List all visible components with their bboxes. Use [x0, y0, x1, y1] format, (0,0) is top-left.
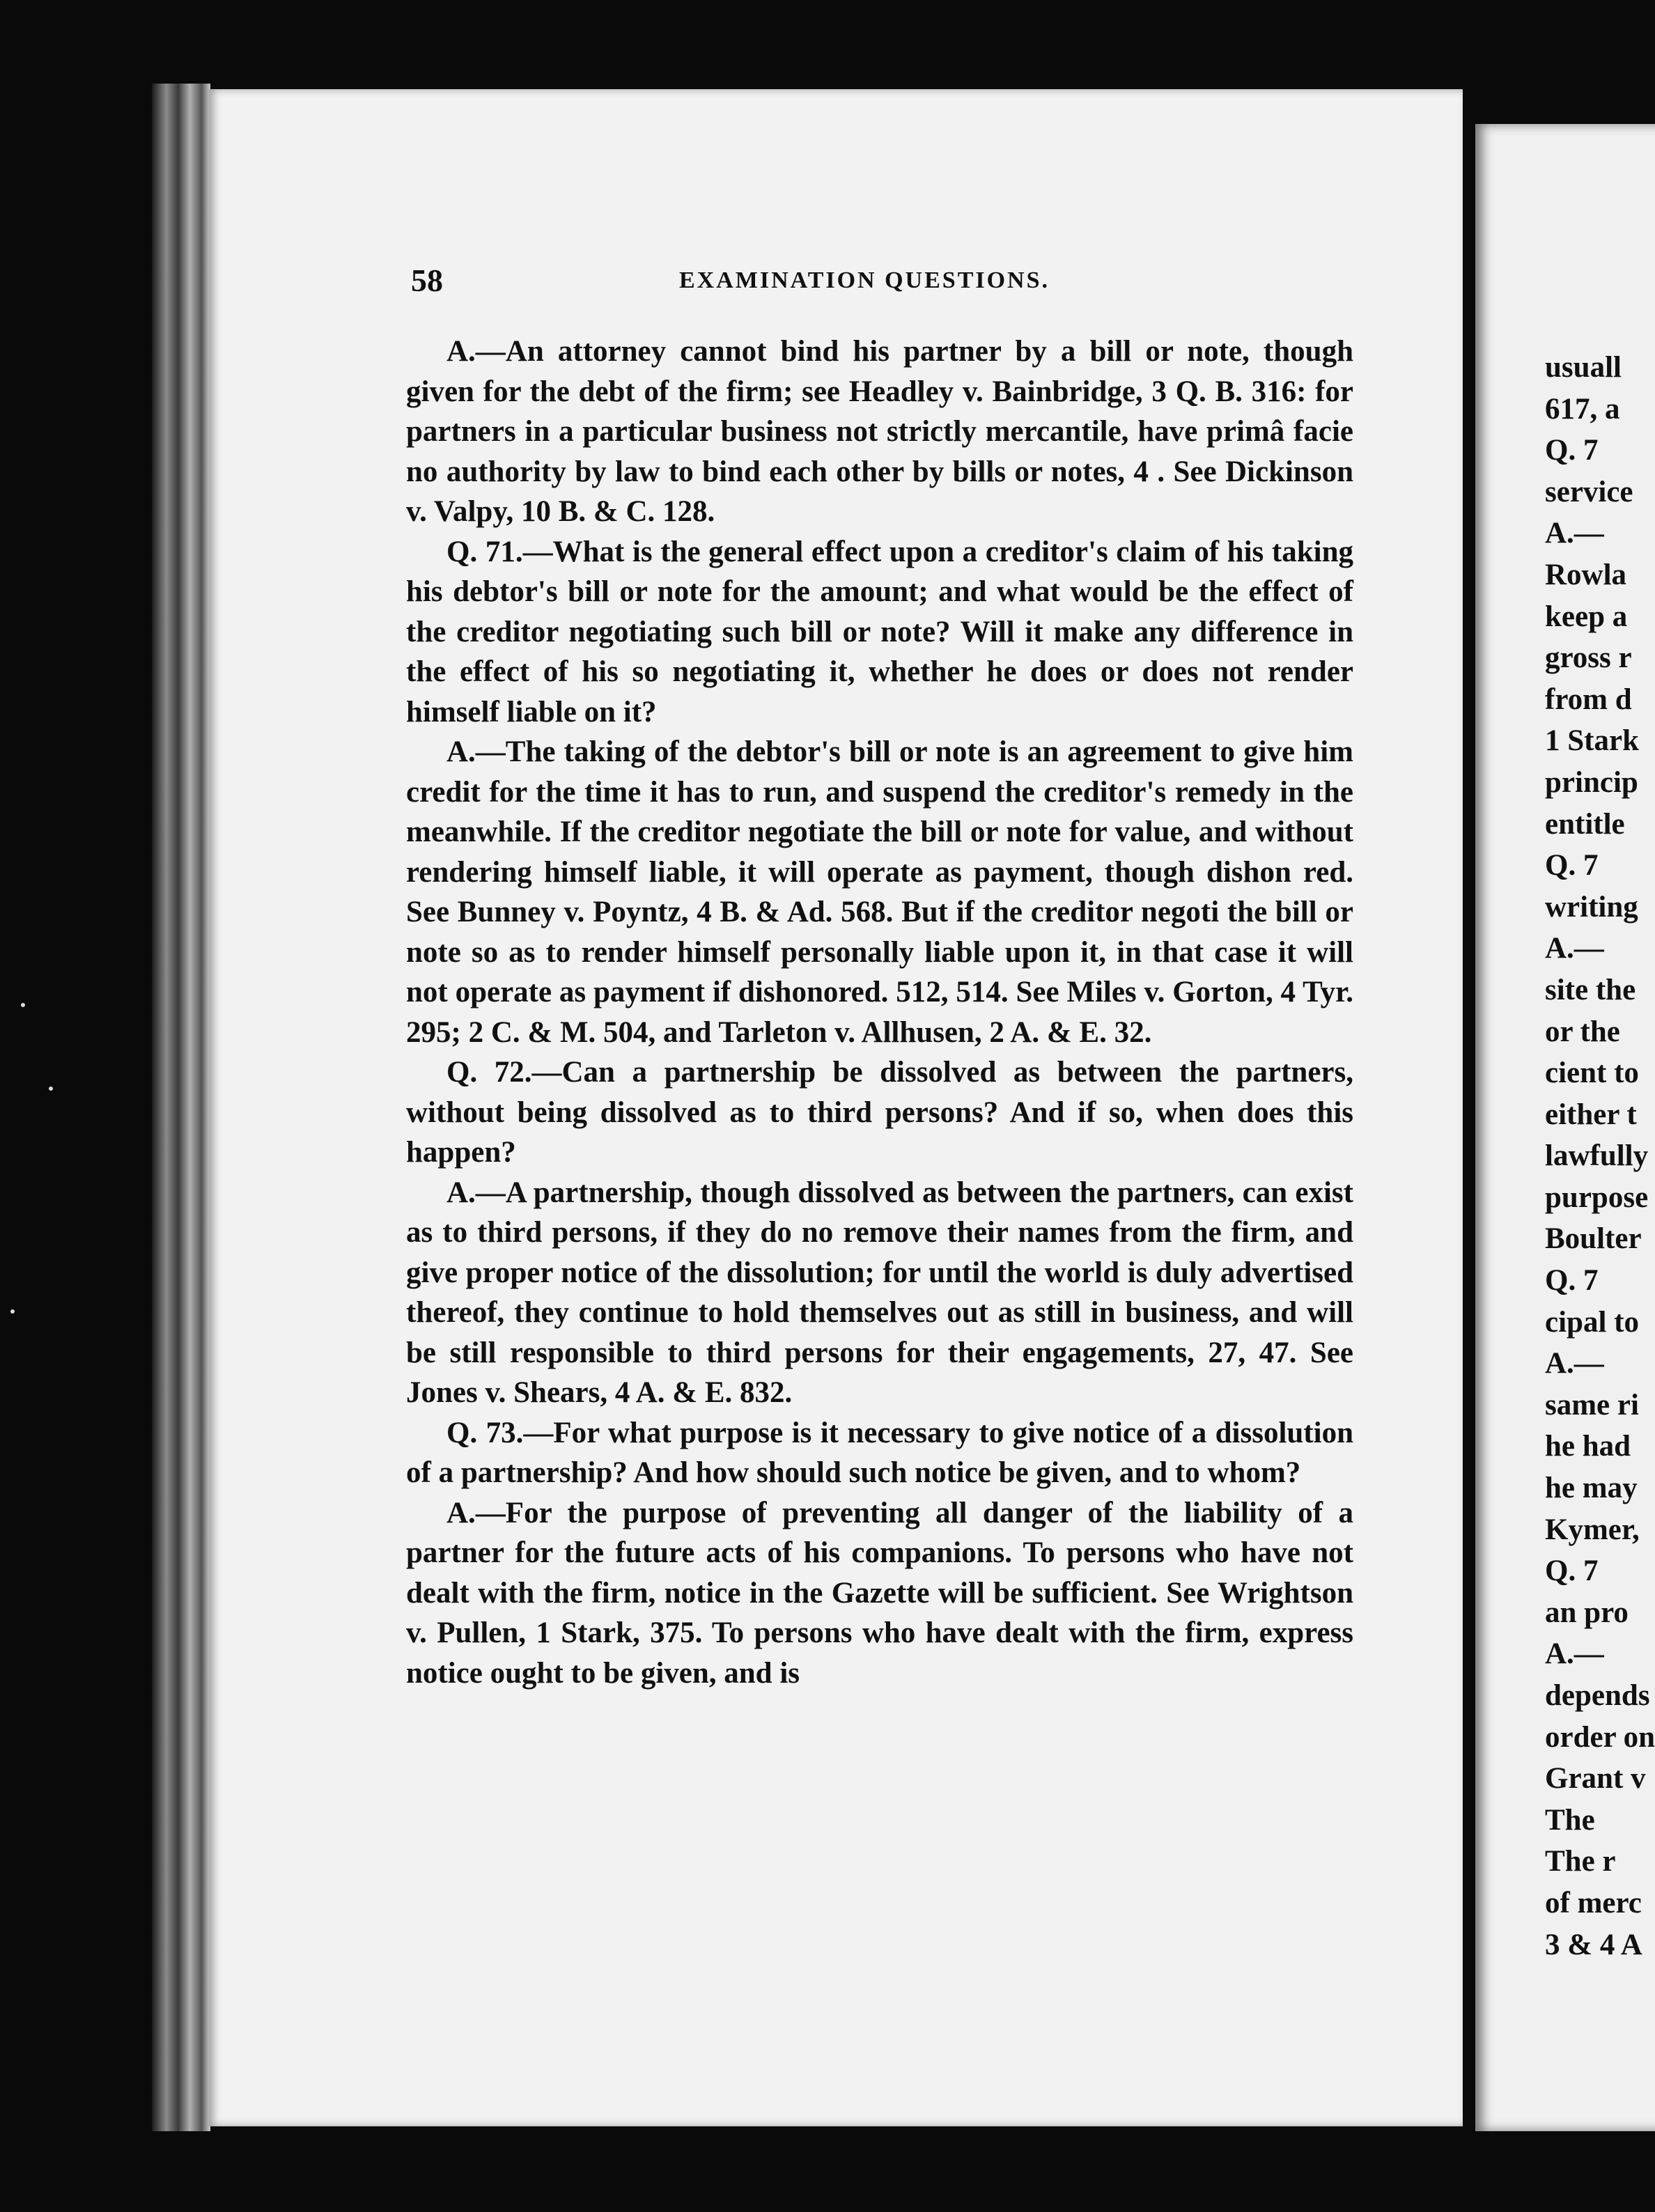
right-page-line: A.—: [1545, 1637, 1604, 1671]
right-page-line: he may: [1545, 1472, 1638, 1505]
page-number: 58: [411, 263, 443, 298]
right-page-line: princip: [1545, 765, 1638, 799]
right-page-partial: [1475, 124, 1655, 2131]
right-page-text: [1545, 347, 1655, 1965]
body-text: [406, 332, 1353, 1693]
right-page-line: 617, a: [1545, 392, 1620, 426]
right-page-line: The: [1545, 1803, 1595, 1837]
right-page-line: A.—: [1545, 932, 1604, 965]
right-page-line: or the: [1545, 1015, 1620, 1048]
scan-speck: [10, 1309, 15, 1314]
paragraph-question-71: Q. 71.—What is the general effect upon a creditor's claim of his taking his debtor's bill or note for the amount; and what would be the effect of the creditor negotiating such bill or note? Will it make any difference in the effect of his so negotiating it, whether he does or does not render himself liable on it?: [406, 535, 1353, 729]
right-page-line: site the: [1545, 973, 1636, 1006]
right-page-line: writing: [1545, 890, 1638, 924]
right-page-line: 1 Stark: [1545, 724, 1639, 758]
right-page-line: Boulter: [1545, 1222, 1642, 1256]
scan-speck: [49, 1086, 53, 1091]
right-page-line: cipal to: [1545, 1305, 1639, 1339]
right-page-line: depends: [1545, 1679, 1650, 1712]
right-page-line: cient to: [1545, 1057, 1639, 1090]
right-page-line: either t: [1545, 1098, 1637, 1131]
right-page-line: usuall: [1545, 351, 1622, 384]
right-page-line: keep a: [1545, 600, 1628, 633]
right-page-line: from d: [1545, 683, 1632, 716]
right-page-line: same ri: [1545, 1388, 1639, 1422]
right-page-line: an pro: [1545, 1596, 1629, 1629]
left-page: [209, 89, 1463, 2126]
page-heading: EXAMINATION QUESTIONS.: [679, 267, 1050, 293]
book-binding-edge: [152, 84, 210, 2131]
right-page-line: Q. 7: [1545, 434, 1599, 467]
right-page-line: Q. 7: [1545, 1264, 1599, 1298]
paragraph-answer-72: A.—A partnership, though dissolved as between the partners, can exist as to third persons, if they do no remove their names from the firm, and give proper notice of the dissolution; for until the world is duly advertised thereof, they continue to hold themselves out as still in business, and will be still responsible to third persons for their engagements, 27, 47. See Jones v. Shears, 4 A. & E. 832.: [406, 1176, 1353, 1409]
right-page-line: Q. 7: [1545, 849, 1599, 882]
paragraph-question-73: Q. 73.—For what purpose is it necessary to give notice of a dissolution of a partnership? And how should such notice be given, and to whom?: [406, 1416, 1353, 1489]
paragraph-answer-70: A.—An attorney cannot bind his partner by a bill or note, though given for the debt of the firm; see Headley v. Bainbridge, 3 Q. B. 316: for partners in a particular business not strictly mercantile, have primâ facie no authority by law to bind each other by bills or notes, 4 . See Dickinson v. Valpy, 10 B. & C. 128.: [406, 335, 1353, 528]
right-page-line: Kymer,: [1545, 1513, 1640, 1546]
paragraph-question-72: Q. 72.—Can a partnership be dissolved as between the partners, without being dissolved as to third persons? And if so, when does this happen?: [406, 1056, 1353, 1169]
right-page-line: gross r: [1545, 641, 1632, 675]
scan-speck: [21, 1003, 25, 1007]
right-page-line: Grant v: [1545, 1762, 1646, 1796]
right-page-line: order on: [1545, 1720, 1655, 1754]
right-page-line: Rowla: [1545, 558, 1627, 591]
right-page-line: entitle: [1545, 807, 1625, 841]
right-page-line: he had: [1545, 1430, 1631, 1463]
right-page-line: A.—: [1545, 1347, 1604, 1380]
right-page-line: purpose: [1545, 1181, 1649, 1214]
right-page-line: Q. 7: [1545, 1555, 1599, 1588]
right-page-line: The r: [1545, 1845, 1616, 1878]
right-page-line: of merc: [1545, 1886, 1642, 1919]
right-page-line: 3 & 4 A: [1545, 1928, 1642, 1961]
right-page-line: service: [1545, 475, 1633, 508]
paragraph-answer-73: A.—For the purpose of preventing all danger of the liability of a partner for the future acts of his companions. To persons who have not dealt with the firm, notice in the Gazette will be sufficient. See Wrightson v. Pullen, 1 Stark, 375. To persons who have dealt with the firm, express notice ought to be given, and is: [406, 1496, 1353, 1690]
paragraph-answer-71: A.—The taking of the debtor's bill or note is an agreement to give him credit for the time it has to run, and suspend the creditor's remedy in the meanwhile. If the creditor negotiate the bill or note for value, and without rendering himself liable, it will operate as payment, though dishon red. See Bunney v. Poyntz, 4 B. & Ad. 568. But if the creditor negoti the bill or note so as to render himself personally liable upon it, in that case it will not operate as payment if dishonored. 512, 514. See Miles v. Gorton, 4 Tyr. 295; 2 C. & M. 504, and Tarleton v. Allhusen, 2 A. & E. 32.: [406, 735, 1353, 1049]
right-page-line: lawfully: [1545, 1139, 1649, 1173]
right-page-line: A.—: [1545, 517, 1604, 550]
